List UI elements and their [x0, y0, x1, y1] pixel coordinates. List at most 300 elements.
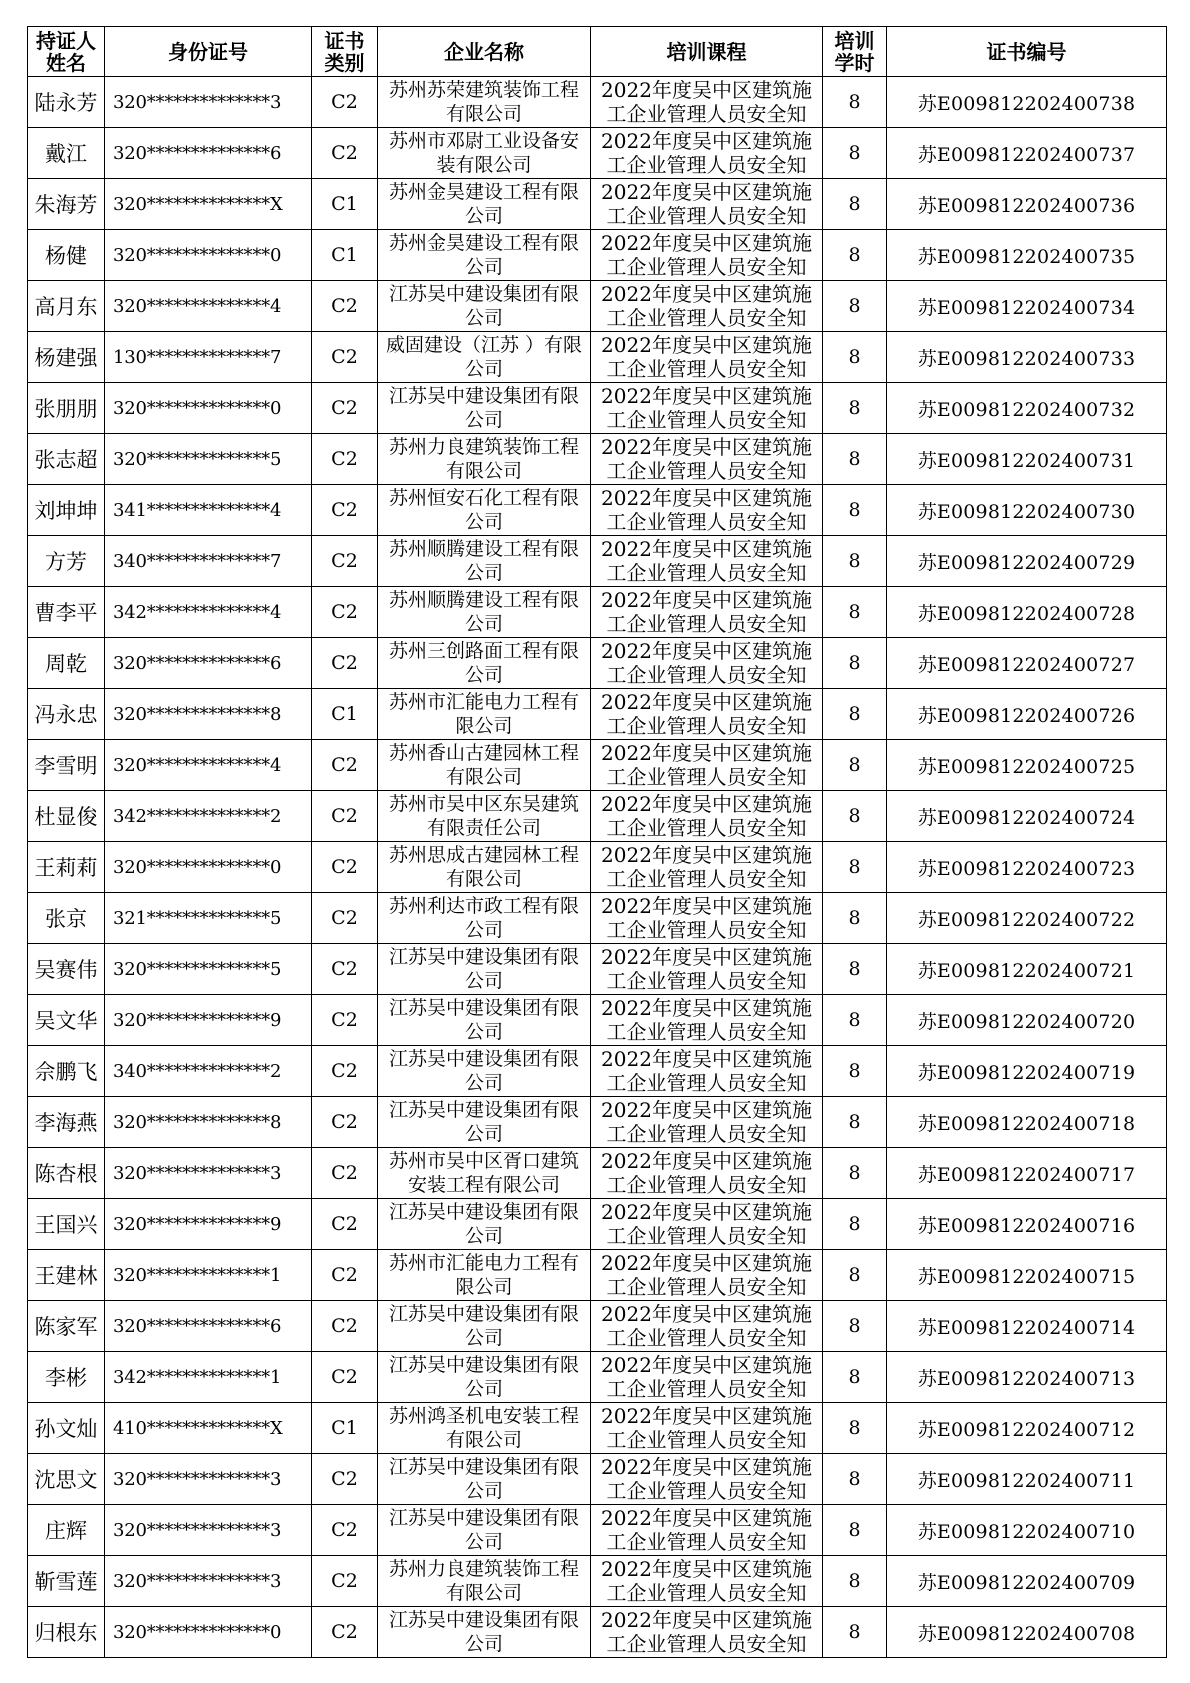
- cell-holder-name: 高月东: [28, 281, 105, 332]
- cell-course: [591, 77, 823, 128]
- cell-company: [378, 638, 591, 689]
- cell-company: [378, 1505, 591, 1556]
- cell-course-text: 2022年度吴中区建筑施工企业管理人员安全知: [601, 1608, 812, 1656]
- cell-company: [378, 383, 591, 434]
- cell-hours: 8: [823, 944, 887, 995]
- cell-cert-type: C2: [312, 1352, 378, 1403]
- cell-company-text: 江苏吴中建设集团有限公司: [388, 997, 579, 1043]
- cell-course: [591, 740, 823, 791]
- cell-cert-number: 苏E009812202400715: [887, 1250, 1167, 1301]
- cell-course-text: 2022年度吴中区建筑施工企业管理人员安全知: [601, 996, 812, 1044]
- table-row: [28, 179, 1167, 230]
- cell-holder-name: 王莉莉: [28, 842, 105, 893]
- cell-id-number: 320**************4: [105, 281, 312, 332]
- cell-id-number: 320**************1: [105, 1250, 312, 1301]
- cell-cert-type: C2: [312, 1607, 378, 1658]
- cell-cert-number: 苏E009812202400736: [887, 179, 1167, 230]
- cell-id-number: 320**************3: [105, 1148, 312, 1199]
- cell-cert-number: 苏E009812202400737: [887, 128, 1167, 179]
- cell-cert-type: C2: [312, 1301, 378, 1352]
- cell-company: [378, 179, 591, 230]
- cell-cert-number: 苏E009812202400734: [887, 281, 1167, 332]
- cell-holder-name: 李海燕: [28, 1097, 105, 1148]
- cell-cert-type: C2: [312, 383, 378, 434]
- cell-company-text: 苏州市汇能电力工程有限公司: [388, 691, 579, 737]
- cell-cert-number: 苏E009812202400728: [887, 587, 1167, 638]
- cell-course: [591, 1556, 823, 1607]
- cell-company-text: 江苏吴中建设集团有限公司: [388, 1609, 579, 1655]
- cell-id-number: 320**************8: [105, 1097, 312, 1148]
- cell-course-text: 2022年度吴中区建筑施工企业管理人员安全知: [601, 1404, 812, 1452]
- table-row: [28, 587, 1167, 638]
- cell-company-text: 江苏吴中建设集团有限公司: [388, 1099, 579, 1145]
- cell-course-text: 2022年度吴中区建筑施工企业管理人员安全知: [601, 486, 812, 534]
- cell-hours: 8: [823, 689, 887, 740]
- cell-holder-name: 陈家军: [28, 1301, 105, 1352]
- cell-course-text: 2022年度吴中区建筑施工企业管理人员安全知: [601, 1149, 812, 1197]
- cell-course: [591, 1046, 823, 1097]
- cell-id-number: 320**************3: [105, 1556, 312, 1607]
- cell-cert-number: 苏E009812202400708: [887, 1607, 1167, 1658]
- cell-course-text: 2022年度吴中区建筑施工企业管理人员安全知: [601, 282, 812, 330]
- cell-cert-number: 苏E009812202400722: [887, 893, 1167, 944]
- cell-company: [378, 1046, 591, 1097]
- table-row: [28, 1607, 1167, 1658]
- cell-company: [378, 1607, 591, 1658]
- cell-cert-number: 苏E009812202400733: [887, 332, 1167, 383]
- cell-course-text: 2022年度吴中区建筑施工企业管理人员安全知: [601, 843, 812, 891]
- cell-hours: 8: [823, 893, 887, 944]
- cell-id-number: 320**************6: [105, 128, 312, 179]
- cell-id-number: 320**************3: [105, 1505, 312, 1556]
- table-row: [28, 434, 1167, 485]
- cell-id-number: 320**************9: [105, 995, 312, 1046]
- cell-course: [591, 1607, 823, 1658]
- cell-company-text: 苏州市吴中区胥口建筑安装工程有限公司: [388, 1150, 579, 1196]
- cell-holder-name: 方芳: [28, 536, 105, 587]
- cell-course-text: 2022年度吴中区建筑施工企业管理人员安全知: [601, 792, 812, 840]
- cell-hours: 8: [823, 434, 887, 485]
- cell-course: [591, 1199, 823, 1250]
- cell-holder-name: 杜显俊: [28, 791, 105, 842]
- cell-id-number: 320**************9: [105, 1199, 312, 1250]
- table-row: [28, 638, 1167, 689]
- cell-hours: 8: [823, 1250, 887, 1301]
- table-body: [28, 77, 1167, 1658]
- cell-id-number: 320**************0: [105, 230, 312, 281]
- cell-holder-name: 杨健: [28, 230, 105, 281]
- cell-hours: 8: [823, 536, 887, 587]
- cell-course: [591, 179, 823, 230]
- cell-company-text: 江苏吴中建设集团有限公司: [388, 1201, 579, 1247]
- header-cert-type: [312, 27, 378, 77]
- cell-course-text: 2022年度吴中区建筑施工企业管理人员安全知: [601, 129, 812, 177]
- cell-cert-number: 苏E009812202400726: [887, 689, 1167, 740]
- cell-cert-type: C2: [312, 1454, 378, 1505]
- cell-cert-number: 苏E009812202400730: [887, 485, 1167, 536]
- cell-cert-type: C2: [312, 281, 378, 332]
- cell-cert-number: 苏E009812202400720: [887, 995, 1167, 1046]
- cell-holder-name: 陈杏根: [28, 1148, 105, 1199]
- cell-id-number: 320**************5: [105, 944, 312, 995]
- cell-hours: 8: [823, 1046, 887, 1097]
- cell-company: [378, 77, 591, 128]
- cell-cert-type: C2: [312, 1148, 378, 1199]
- header-course: 培训课程: [591, 27, 823, 77]
- cell-course: [591, 944, 823, 995]
- cell-company: [378, 1403, 591, 1454]
- cell-hours: 8: [823, 1454, 887, 1505]
- cell-company-text: 江苏吴中建设集团有限公司: [388, 946, 579, 992]
- cell-company-text: 江苏吴中建设集团有限公司: [388, 1507, 579, 1553]
- cell-cert-type: C2: [312, 638, 378, 689]
- cell-company-text: 江苏吴中建设集团有限公司: [388, 283, 579, 329]
- cell-cert-number: 苏E009812202400735: [887, 230, 1167, 281]
- cell-company: [378, 230, 591, 281]
- cell-course-text: 2022年度吴中区建筑施工企业管理人员安全知: [601, 1302, 812, 1350]
- cell-course-text: 2022年度吴中区建筑施工企业管理人员安全知: [601, 741, 812, 789]
- cell-cert-number: 苏E009812202400714: [887, 1301, 1167, 1352]
- cell-company: [378, 332, 591, 383]
- certificate-table: [27, 26, 1167, 1658]
- cell-course: [591, 383, 823, 434]
- table-row: [28, 128, 1167, 179]
- cell-company-text: 苏州苏荣建筑装饰工程有限公司: [388, 79, 579, 125]
- cell-course: [591, 1250, 823, 1301]
- cell-holder-name: 陆永芳: [28, 77, 105, 128]
- cell-company: [378, 689, 591, 740]
- cell-company-text: 苏州金昊建设工程有限公司: [388, 232, 579, 278]
- table-row: [28, 230, 1167, 281]
- cell-hours: 8: [823, 77, 887, 128]
- cell-hours: 8: [823, 638, 887, 689]
- cell-cert-type: C2: [312, 893, 378, 944]
- table-row: [28, 791, 1167, 842]
- cell-course: [591, 434, 823, 485]
- cell-company-text: 苏州力良建筑装饰工程有限公司: [388, 1558, 579, 1604]
- table-row: [28, 740, 1167, 791]
- cell-cert-type: C2: [312, 842, 378, 893]
- cell-company-text: 苏州顺腾建设工程有限公司: [388, 589, 579, 635]
- header-cert-type-line2: 类别: [324, 50, 365, 75]
- cell-course: [591, 332, 823, 383]
- cell-id-number: 320**************3: [105, 1454, 312, 1505]
- table-row: [28, 944, 1167, 995]
- cell-id-number: 320**************3: [105, 77, 312, 128]
- cell-holder-name: 归根东: [28, 1607, 105, 1658]
- cell-course: [591, 689, 823, 740]
- cell-company-text: 威固建设（江苏 ）有限公司: [385, 334, 583, 380]
- cell-company: [378, 791, 591, 842]
- cell-course-text: 2022年度吴中区建筑施工企业管理人员安全知: [601, 639, 812, 687]
- cell-holder-name: 杨建强: [28, 332, 105, 383]
- cell-holder-name: 吴文华: [28, 995, 105, 1046]
- table-row: [28, 689, 1167, 740]
- cell-course: [591, 1454, 823, 1505]
- table-row: [28, 842, 1167, 893]
- cell-course-text: 2022年度吴中区建筑施工企业管理人员安全知: [601, 384, 812, 432]
- cell-cert-type: C1: [312, 689, 378, 740]
- cell-hours: 8: [823, 1097, 887, 1148]
- cell-hours: 8: [823, 995, 887, 1046]
- cell-cert-number: 苏E009812202400727: [887, 638, 1167, 689]
- table-row: [28, 1403, 1167, 1454]
- cell-company: [378, 1199, 591, 1250]
- cell-id-number: 320**************6: [105, 638, 312, 689]
- cell-course-text: 2022年度吴中区建筑施工企业管理人员安全知: [601, 1506, 812, 1554]
- cell-company-text: 苏州鸿圣机电安装工程有限公司: [388, 1405, 579, 1451]
- cell-course-text: 2022年度吴中区建筑施工企业管理人员安全知: [601, 231, 812, 279]
- cell-course: [591, 1097, 823, 1148]
- cell-id-number: 320**************0: [105, 842, 312, 893]
- cell-course: [591, 1148, 823, 1199]
- cell-cert-type: C2: [312, 1046, 378, 1097]
- cell-holder-name: 孙文灿: [28, 1403, 105, 1454]
- table-row: [28, 77, 1167, 128]
- cell-company-text: 苏州金昊建设工程有限公司: [388, 181, 579, 227]
- cell-cert-type: C2: [312, 1556, 378, 1607]
- cell-company: [378, 740, 591, 791]
- table-row: [28, 1097, 1167, 1148]
- cell-cert-number: 苏E009812202400718: [887, 1097, 1167, 1148]
- cell-cert-number: 苏E009812202400723: [887, 842, 1167, 893]
- cell-course: [591, 128, 823, 179]
- cell-hours: 8: [823, 1403, 887, 1454]
- cell-cert-number: 苏E009812202400729: [887, 536, 1167, 587]
- cell-course: [591, 536, 823, 587]
- cell-course-text: 2022年度吴中区建筑施工企业管理人员安全知: [601, 537, 812, 585]
- cell-course-text: 2022年度吴中区建筑施工企业管理人员安全知: [601, 1251, 812, 1299]
- cell-company: [378, 587, 591, 638]
- cell-hours: 8: [823, 1505, 887, 1556]
- cell-hours: 8: [823, 332, 887, 383]
- cell-hours: 8: [823, 1352, 887, 1403]
- cell-company: [378, 128, 591, 179]
- cell-company: [378, 893, 591, 944]
- cell-course-text: 2022年度吴中区建筑施工企业管理人员安全知: [601, 333, 812, 381]
- cell-cert-number: 苏E009812202400710: [887, 1505, 1167, 1556]
- cell-cert-type: C2: [312, 485, 378, 536]
- header-company: 企业名称: [378, 27, 591, 77]
- table-row: [28, 995, 1167, 1046]
- cell-cert-number: 苏E009812202400731: [887, 434, 1167, 485]
- cell-cert-type: C1: [312, 179, 378, 230]
- cell-id-number: 342**************2: [105, 791, 312, 842]
- cell-holder-name: 刘坤坤: [28, 485, 105, 536]
- cell-hours: 8: [823, 1607, 887, 1658]
- cell-holder-name: 佘鹏飞: [28, 1046, 105, 1097]
- cell-id-number: 320**************5: [105, 434, 312, 485]
- table-row: [28, 1301, 1167, 1352]
- cell-holder-name: 周乾: [28, 638, 105, 689]
- cell-company: [378, 1148, 591, 1199]
- cell-course: [591, 1403, 823, 1454]
- cell-cert-type: C2: [312, 1250, 378, 1301]
- table-row: [28, 1148, 1167, 1199]
- cell-holder-name: 沈思文: [28, 1454, 105, 1505]
- cell-course-text: 2022年度吴中区建筑施工企业管理人员安全知: [601, 180, 812, 228]
- cell-company: [378, 485, 591, 536]
- cell-id-number: 320**************8: [105, 689, 312, 740]
- cell-company-text: 苏州恒安石化工程有限公司: [388, 487, 579, 533]
- cell-course-text: 2022年度吴中区建筑施工企业管理人员安全知: [601, 588, 812, 636]
- cell-course-text: 2022年度吴中区建筑施工企业管理人员安全知: [601, 78, 812, 126]
- cell-course: [591, 995, 823, 1046]
- cell-cert-number: 苏E009812202400738: [887, 77, 1167, 128]
- cell-cert-number: 苏E009812202400713: [887, 1352, 1167, 1403]
- cell-cert-type: C2: [312, 77, 378, 128]
- cell-id-number: 340**************7: [105, 536, 312, 587]
- header-holder-name: [28, 27, 105, 77]
- table-row: [28, 281, 1167, 332]
- cell-course: [591, 1301, 823, 1352]
- cell-cert-number: 苏E009812202400716: [887, 1199, 1167, 1250]
- cell-cert-number: 苏E009812202400721: [887, 944, 1167, 995]
- cell-course: [591, 791, 823, 842]
- table-row: [28, 1352, 1167, 1403]
- cell-holder-name: 李雪明: [28, 740, 105, 791]
- cell-cert-type: C1: [312, 230, 378, 281]
- cell-id-number: 320**************0: [105, 1607, 312, 1658]
- cell-hours: 8: [823, 842, 887, 893]
- cell-course-text: 2022年度吴中区建筑施工企业管理人员安全知: [601, 1200, 812, 1248]
- cell-course-text: 2022年度吴中区建筑施工企业管理人员安全知: [601, 1557, 812, 1605]
- cell-course: [591, 638, 823, 689]
- cell-company: [378, 1097, 591, 1148]
- cell-course-text: 2022年度吴中区建筑施工企业管理人员安全知: [601, 1098, 812, 1146]
- cell-company: [378, 281, 591, 332]
- cell-hours: 8: [823, 1148, 887, 1199]
- cell-company-text: 苏州香山古建园林工程有限公司: [388, 742, 579, 788]
- cell-course-text: 2022年度吴中区建筑施工企业管理人员安全知: [601, 1353, 812, 1401]
- cell-id-number: 320**************X: [105, 179, 312, 230]
- cell-holder-name: 戴江: [28, 128, 105, 179]
- cell-cert-type: C2: [312, 740, 378, 791]
- table-row: [28, 485, 1167, 536]
- cell-company: [378, 1556, 591, 1607]
- cell-course: [591, 1505, 823, 1556]
- cell-hours: 8: [823, 587, 887, 638]
- cell-cert-number: 苏E009812202400732: [887, 383, 1167, 434]
- header-hours: [823, 27, 887, 77]
- cell-holder-name: 朱海芳: [28, 179, 105, 230]
- cell-holder-name: 冯永忠: [28, 689, 105, 740]
- cell-cert-type: C2: [312, 332, 378, 383]
- cell-cert-number: 苏E009812202400711: [887, 1454, 1167, 1505]
- cell-cert-number: 苏E009812202400725: [887, 740, 1167, 791]
- cell-cert-number: 苏E009812202400724: [887, 791, 1167, 842]
- cell-id-number: 321**************5: [105, 893, 312, 944]
- cell-company: [378, 995, 591, 1046]
- cell-id-number: 341**************4: [105, 485, 312, 536]
- cell-company-text: 苏州思成古建园林工程有限公司: [388, 844, 579, 890]
- cell-company-text: 江苏吴中建设集团有限公司: [388, 385, 579, 431]
- cell-holder-name: 王国兴: [28, 1199, 105, 1250]
- cell-cert-number: 苏E009812202400717: [887, 1148, 1167, 1199]
- cell-company: [378, 536, 591, 587]
- cell-cert-type: C2: [312, 995, 378, 1046]
- cell-company-text: 江苏吴中建设集团有限公司: [388, 1354, 579, 1400]
- cell-holder-name: 庄辉: [28, 1505, 105, 1556]
- cell-course-text: 2022年度吴中区建筑施工企业管理人员安全知: [601, 1047, 812, 1095]
- cell-course: [591, 281, 823, 332]
- table-header: [28, 27, 1167, 77]
- cell-hours: 8: [823, 740, 887, 791]
- cell-hours: 8: [823, 281, 887, 332]
- cell-hours: 8: [823, 791, 887, 842]
- cell-cert-type: C2: [312, 587, 378, 638]
- cell-hours: 8: [823, 230, 887, 281]
- header-holder-name-line2: 姓名: [46, 50, 86, 75]
- cell-company-text: 江苏吴中建设集团有限公司: [388, 1456, 579, 1502]
- cell-company: [378, 1250, 591, 1301]
- cell-course-text: 2022年度吴中区建筑施工企业管理人员安全知: [601, 435, 812, 483]
- table-row: [28, 1250, 1167, 1301]
- cell-cert-type: C2: [312, 128, 378, 179]
- cell-company-text: 江苏吴中建设集团有限公司: [388, 1048, 579, 1094]
- table-row: [28, 332, 1167, 383]
- cell-holder-name: 张朋朋: [28, 383, 105, 434]
- cell-cert-number: 苏E009812202400719: [887, 1046, 1167, 1097]
- table-row: [28, 1556, 1167, 1607]
- table-row: [28, 536, 1167, 587]
- table-row: [28, 893, 1167, 944]
- cell-course: [591, 842, 823, 893]
- table-row: [28, 1046, 1167, 1097]
- cell-company-text: 苏州市邓尉工业设备安装有限公司: [388, 130, 579, 176]
- header-cert-type-line1: 证书: [324, 28, 365, 53]
- table-row: [28, 1199, 1167, 1250]
- header-hours-line2: 学时: [834, 50, 875, 75]
- table-row: [28, 1454, 1167, 1505]
- cell-company-text: 苏州力良建筑装饰工程有限公司: [388, 436, 579, 482]
- cell-holder-name: 张京: [28, 893, 105, 944]
- cell-course: [591, 485, 823, 536]
- cell-company: [378, 434, 591, 485]
- table-row: [28, 1505, 1167, 1556]
- cell-cert-type: C1: [312, 1403, 378, 1454]
- cell-cert-type: C2: [312, 434, 378, 485]
- header-cert-number: 证书编号: [887, 27, 1167, 77]
- cell-company-text: 江苏吴中建设集团有限公司: [388, 1303, 579, 1349]
- cell-company-text: 苏州市汇能电力工程有限公司: [388, 1252, 579, 1298]
- cell-company: [378, 1352, 591, 1403]
- cell-hours: 8: [823, 1556, 887, 1607]
- cell-company: [378, 842, 591, 893]
- cell-hours: 8: [823, 1199, 887, 1250]
- cell-cert-number: 苏E009812202400712: [887, 1403, 1167, 1454]
- cell-hours: 8: [823, 1301, 887, 1352]
- cell-holder-name: 张志超: [28, 434, 105, 485]
- cell-cert-type: C2: [312, 1097, 378, 1148]
- cell-cert-type: C2: [312, 536, 378, 587]
- table-row: [28, 383, 1167, 434]
- cell-course: [591, 230, 823, 281]
- cell-hours: 8: [823, 128, 887, 179]
- cell-course: [591, 893, 823, 944]
- header-holder-name-line1: 持证人: [36, 28, 96, 53]
- cell-id-number: 320**************6: [105, 1301, 312, 1352]
- cell-course-text: 2022年度吴中区建筑施工企业管理人员安全知: [601, 945, 812, 993]
- cell-id-number: 320**************0: [105, 383, 312, 434]
- cell-hours: 8: [823, 383, 887, 434]
- header-id-number: 身份证号: [105, 27, 312, 77]
- cell-cert-type: C2: [312, 1199, 378, 1250]
- cell-cert-type: C2: [312, 791, 378, 842]
- cell-holder-name: 李彬: [28, 1352, 105, 1403]
- cell-company: [378, 1301, 591, 1352]
- cell-course-text: 2022年度吴中区建筑施工企业管理人员安全知: [601, 1455, 812, 1503]
